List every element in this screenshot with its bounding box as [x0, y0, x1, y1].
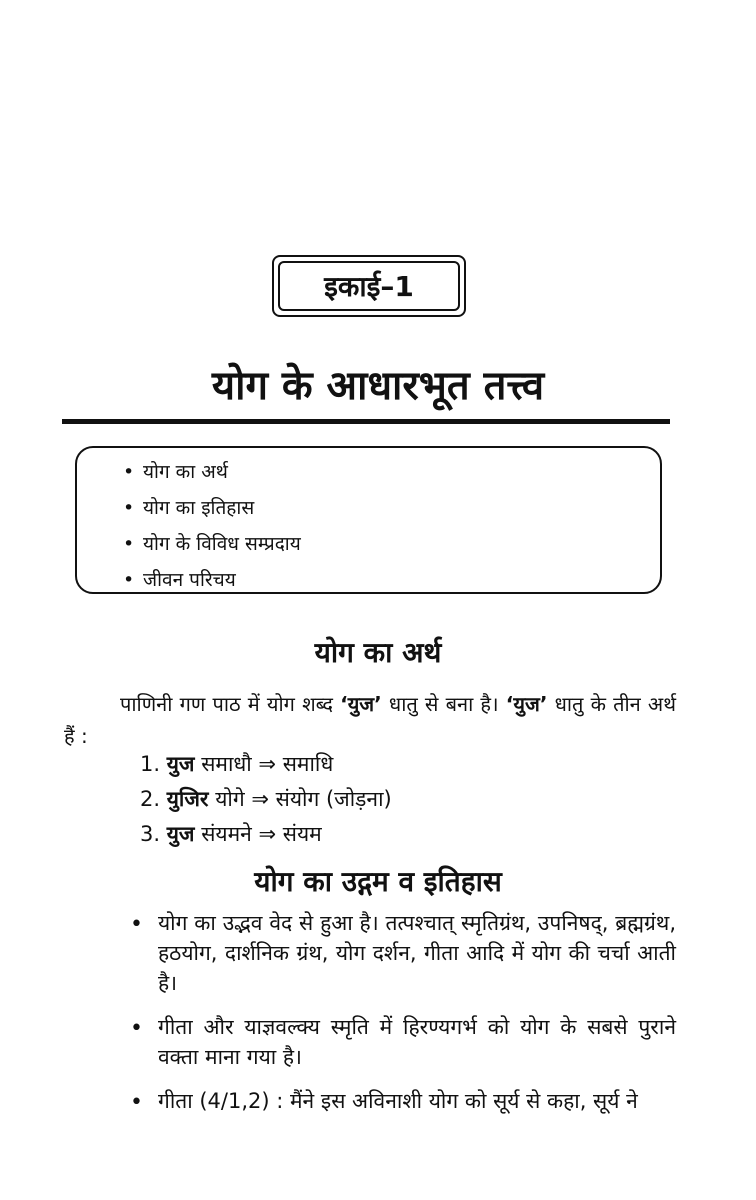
para-text: धातु के तीन अर्थ हैं : [64, 692, 676, 748]
meaning-result: संयम [282, 822, 322, 846]
history-text: गीता (4/1,2) : मैंने इस अविनाशी योग को सूर्य से कहा, सूर्य ने [158, 1089, 638, 1113]
bullet-icon: • [130, 1090, 143, 1115]
history-item [130, 1086, 676, 1116]
title-rule [62, 419, 670, 424]
meaning-result: समाधि [282, 752, 334, 776]
arrow-icon: ⇒ [258, 752, 277, 776]
meaning-paragraph [64, 688, 676, 752]
meaning-list [140, 747, 392, 852]
topic-item: • जीवन परिचय [121, 562, 660, 598]
unit-label-box [272, 255, 466, 317]
history-item [130, 1012, 676, 1072]
topic-item: • योग का अर्थ [121, 454, 660, 490]
topics-list [121, 454, 660, 598]
unit-label: इकाई–1 [278, 261, 460, 311]
meaning-row [140, 747, 392, 782]
section-heading-meaning: योग का अर्थ [314, 636, 442, 669]
bullet-icon: • [130, 912, 143, 937]
meaning-row [140, 817, 392, 852]
meaning-number: 2. [140, 787, 161, 811]
history-text: योग का उद्भव वेद से हुआ है। तत्पश्चात् स्मृतिग्रंथ, उपनिषद्, ब्रह्मग्रंथ, हठयोग, दार्शनिक ग्रंथ, योग दर्शन, गीता आदि में योग की चर्चा आती है। [158, 911, 676, 995]
arrow-icon: ⇒ [251, 787, 269, 811]
meaning-number: 3. [140, 822, 161, 846]
para-term: ‘युज’ [340, 692, 382, 716]
meaning-source: संयमने [201, 822, 252, 846]
bullet-icon: • [130, 1016, 143, 1041]
history-item [130, 908, 676, 998]
meaning-term: युज [166, 752, 195, 776]
meaning-source: योगे [215, 787, 245, 811]
history-list [130, 908, 676, 1130]
meaning-source: समाधौ [201, 752, 252, 776]
topic-item: • योग के विविध सम्प्रदाय [121, 526, 660, 562]
para-text: पाणिनी गण पाठ में योग शब्द [120, 692, 341, 716]
section-heading-history: योग का उद्गम व इतिहास [254, 865, 502, 898]
topic-item: • योग का इतिहास [121, 490, 660, 526]
para-term: ‘युज’ [505, 692, 548, 716]
arrow-icon: ⇒ [258, 822, 277, 846]
chapter-title: योग के आधारभूत तत्त्व [211, 363, 545, 409]
history-text: गीता और याज्ञवल्क्य स्मृति में हिरण्यगर्भ को योग के सबसे पुराने वक्ता माना गया है। [158, 1015, 676, 1069]
meaning-row [140, 782, 392, 817]
meaning-number: 1. [140, 752, 161, 776]
para-text: धातु से बना है। [381, 692, 506, 716]
topics-box [75, 446, 662, 594]
meaning-term: युजिर [166, 787, 209, 811]
meaning-result: संयोग (जोड़ना) [275, 787, 392, 811]
meaning-term: युज [166, 822, 195, 846]
